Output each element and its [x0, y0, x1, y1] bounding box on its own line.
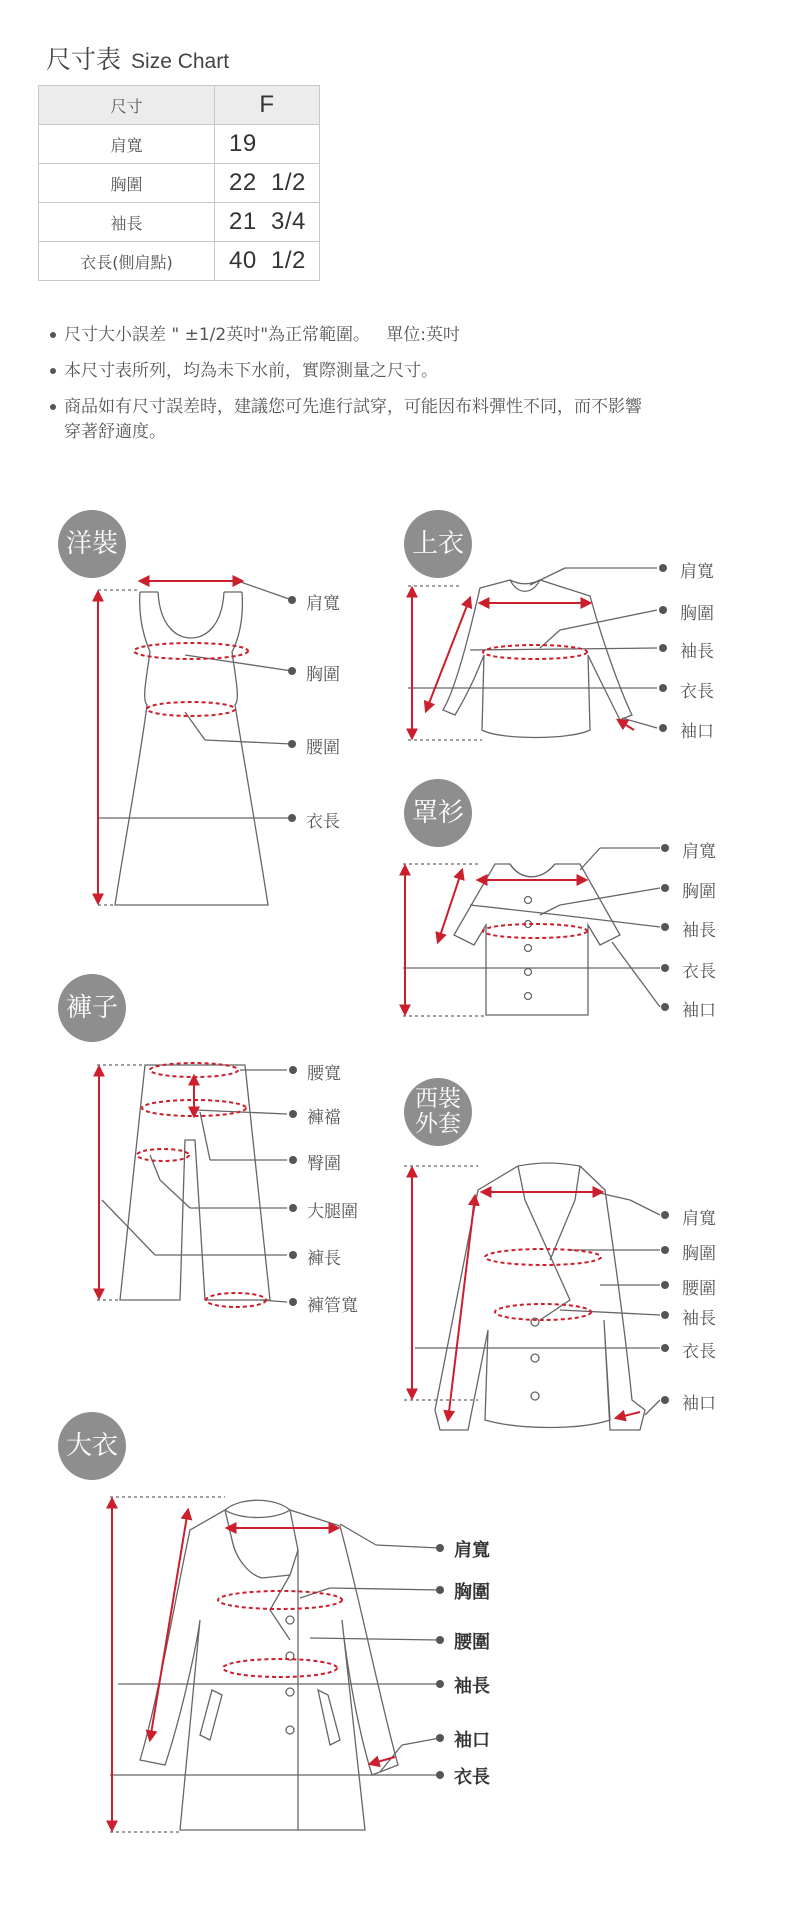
top-label-shoulder: 肩寬 [680, 562, 714, 582]
top-label-chest: 胸圍 [680, 604, 714, 624]
dress-label-length: 衣長 [306, 812, 340, 832]
row-label: 衣長(側肩點) [39, 242, 215, 281]
coat-label-waist: 腰圍 [454, 1632, 490, 1653]
blouse-label-sleeve: 袖長 [682, 921, 716, 941]
row-value: 40 1/2 [215, 242, 320, 281]
pants-label-length: 褲長 [307, 1249, 341, 1269]
dress-diagram [98, 580, 292, 905]
suit-badge-line2: 外套 [415, 1111, 461, 1137]
pants-badge: 褲子 [58, 974, 126, 1042]
pants-label-rise: 褲襠 [307, 1108, 341, 1128]
note-fit: 商品如有尺寸誤差時，建議您可先進行試穿，可能因布料彈性不同，而不影響 [50, 395, 642, 420]
coat-label-chest: 胸圍 [454, 1582, 490, 1603]
title-zh: 尺寸表 [46, 45, 122, 74]
pants-label-hip: 臀圍 [307, 1154, 341, 1174]
coat-label-sleeve: 袖長 [454, 1676, 490, 1697]
note-fit-cont: 穿著舒適度。 [64, 422, 166, 442]
size-header-value: F [215, 86, 320, 125]
top-label-sleeve: 袖長 [680, 642, 714, 662]
dress-badge: 洋裝 [58, 510, 126, 578]
title-en: Size Chart [131, 50, 230, 73]
top-label-cuff: 袖口 [680, 722, 714, 742]
suit-badge [404, 1078, 472, 1146]
coat-label-shoulder: 肩寬 [454, 1540, 490, 1561]
suit-diagram [404, 1163, 660, 1430]
blouse-label-cuff: 袖口 [682, 1001, 716, 1021]
note-measure: 本尺寸表所列，均為未下水前，實際測量之尺寸。 [50, 359, 438, 384]
coat-badge: 大衣 [58, 1412, 126, 1480]
dress-label-shoulder: 肩寬 [306, 594, 340, 614]
row-value: 22 1/2 [215, 164, 320, 203]
row-label: 肩寬 [39, 125, 215, 164]
pants-diagram [97, 1065, 287, 1302]
suit-label-chest: 胸圍 [682, 1244, 716, 1264]
suit-label-cuff: 袖口 [682, 1394, 716, 1414]
suit-label-sleeve: 袖長 [682, 1309, 716, 1329]
pants-label-waist: 腰寬 [307, 1064, 341, 1084]
coat-diagram [110, 1497, 440, 1832]
coat-label-cuff: 袖口 [454, 1730, 490, 1751]
size-header-label: 尺寸 [39, 86, 215, 125]
dress-label-chest: 胸圍 [306, 665, 340, 685]
suit-label-shoulder: 肩寬 [682, 1209, 716, 1229]
note-tolerance: 尺寸大小誤差 " ±1/2英吋"為正常範圍。 單位:英吋 [50, 323, 460, 348]
dress-label-waist: 腰圍 [306, 738, 340, 758]
coat-label-length: 衣長 [454, 1767, 490, 1788]
top-badge: 上衣 [404, 510, 472, 578]
blouse-label-chest: 胸圍 [682, 882, 716, 902]
row-value: 19 [215, 125, 320, 164]
blouse-label-shoulder: 肩寬 [682, 842, 716, 862]
row-label: 袖長 [39, 203, 215, 242]
top-label-length: 衣長 [680, 682, 714, 702]
blouse-badge: 罩衫 [404, 779, 472, 847]
row-label: 胸圍 [39, 164, 215, 203]
pants-label-hem: 褲管寬 [307, 1296, 358, 1316]
suit-badge-line1: 西裝 [415, 1086, 461, 1112]
suit-label-waist: 腰圍 [682, 1279, 716, 1299]
blouse-label-length: 衣長 [682, 962, 716, 982]
top-diagram [408, 568, 657, 740]
suit-label-length: 衣長 [682, 1342, 716, 1362]
row-value: 21 3/4 [215, 203, 320, 242]
pants-label-thigh: 大腿圍 [307, 1202, 358, 1222]
